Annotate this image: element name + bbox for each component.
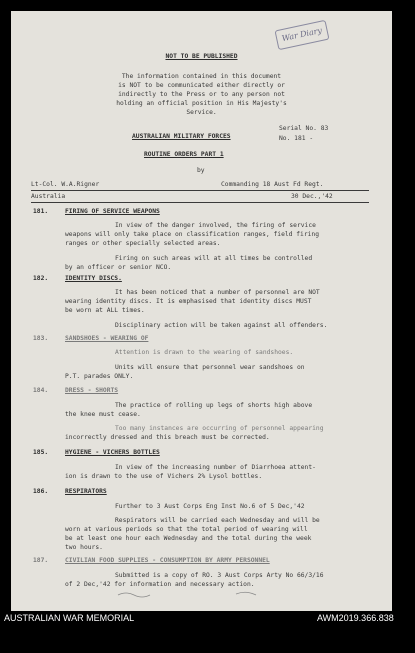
section-line: be worn at ALL times.	[65, 307, 145, 314]
handwritten-note: War Diary	[274, 20, 329, 50]
section-number: 182.	[33, 275, 49, 282]
section-heading: HYGIENE - VICHERS BOTTLES	[65, 449, 160, 456]
not-published-heading: NOT TO BE PUBLISHED	[165, 53, 238, 60]
section-number: 181.	[33, 208, 49, 215]
section-line: Too many instances are occurring of personnel appearing	[115, 425, 324, 432]
force-title: AUSTRALIAN MILITARY FORCES	[132, 133, 231, 140]
order-date: 30 Dec.,'42	[291, 193, 333, 200]
section-line: the knee must cease.	[65, 411, 141, 418]
notice-line: indirectly to the Press or to any person not	[118, 91, 285, 98]
officer-name: Lt-Col. W.A.Rigner	[31, 181, 100, 188]
section-line: Disciplinary action will be taken against all offenders.	[115, 322, 328, 329]
section-heading: IDENTITY DISCS.	[65, 275, 122, 282]
document-page	[11, 11, 392, 611]
faint-signature	[116, 589, 266, 599]
section-heading: SANDSHOES - WEARING OF	[65, 335, 149, 342]
section-line: Further to 3 Aust Corps Eng Inst No.6 of 5 Dec,'42	[115, 503, 305, 510]
section-line: ion is drawn to the use of Vichers 2% Lysol bottles.	[65, 473, 263, 480]
notice-line: Service.	[186, 109, 217, 116]
order-number: No. 181 -	[279, 135, 314, 142]
section-line: It has been noticed that a number of personnel are NOT	[115, 289, 320, 296]
serial-number: Serial No. 83	[279, 125, 329, 132]
section-line: Units will ensure that personnel wear sandshoes on	[115, 364, 305, 371]
section-line: Respirators will be carried each Wednesday and will be	[115, 517, 320, 524]
header-rule	[31, 202, 369, 203]
footer-accession-number: AWM2019.366.838	[317, 613, 394, 623]
notice-line: The information contained in this document	[121, 73, 282, 80]
section-number: 185.	[33, 449, 49, 456]
section-line: be at least one hour each Wednesday and the total during the week	[65, 535, 312, 542]
section-line: wearing identity discs. It is emphasised that identity discs MUST	[65, 298, 312, 305]
section-line: In view of the increasing number of Diarrhoea attent-	[115, 464, 316, 471]
section-line: Firing on such areas will at all times be controlled	[115, 255, 313, 262]
place: Australia	[31, 193, 66, 200]
section-line: of 2 Dec,'42 for information and necessary action.	[65, 581, 255, 588]
section-line: P.T. parades ONLY.	[65, 373, 134, 380]
section-line: ranges or other specially selected areas.	[65, 240, 221, 247]
section-line: The practice of rolling up legs of shorts high above	[115, 402, 313, 409]
section-heading: RESPIRATORS	[65, 488, 107, 495]
section-number: 187.	[33, 557, 49, 564]
section-line: two hours.	[65, 544, 103, 551]
section-line: by an officer or senior NCO.	[65, 264, 172, 271]
section-line: incorrectly dressed and this breach must be corrected.	[65, 434, 270, 441]
section-number: 184.	[33, 387, 49, 394]
section-number: 186.	[33, 488, 49, 495]
officer-command: Commanding 18 Aust Fd Regt.	[221, 181, 324, 188]
section-number: 183.	[33, 335, 49, 342]
orders-title: ROUTINE ORDERS PART 1	[144, 151, 224, 158]
notice-line: holding an official position in His Majesty's	[116, 100, 287, 107]
section-line: In view of the danger involved, the firing of service	[115, 222, 316, 229]
notice-line: is NOT to be communicated either directly or	[118, 82, 285, 89]
section-heading: FIRING OF SERVICE WEAPONS	[65, 208, 160, 215]
by-line: by	[197, 167, 205, 174]
section-heading: DRESS - SHORTS	[65, 387, 119, 394]
section-line: weapons will only take place on classification ranges, field firing	[65, 231, 320, 238]
section-line: Attention is drawn to the wearing of sandshoes.	[115, 349, 294, 356]
header-rule	[31, 190, 369, 191]
footer-institution: AUSTRALIAN WAR MEMORIAL	[4, 613, 135, 623]
section-line: worn at various periods so that the total period of wearing will	[65, 526, 308, 533]
section-heading: CIVILIAN FOOD SUPPLIES - CONSUMPTION BY ARMY PERSONNEL	[65, 557, 270, 564]
section-line: Submitted is a copy of RO. 3 Aust Corps Arty No 66/3/16	[115, 572, 324, 579]
